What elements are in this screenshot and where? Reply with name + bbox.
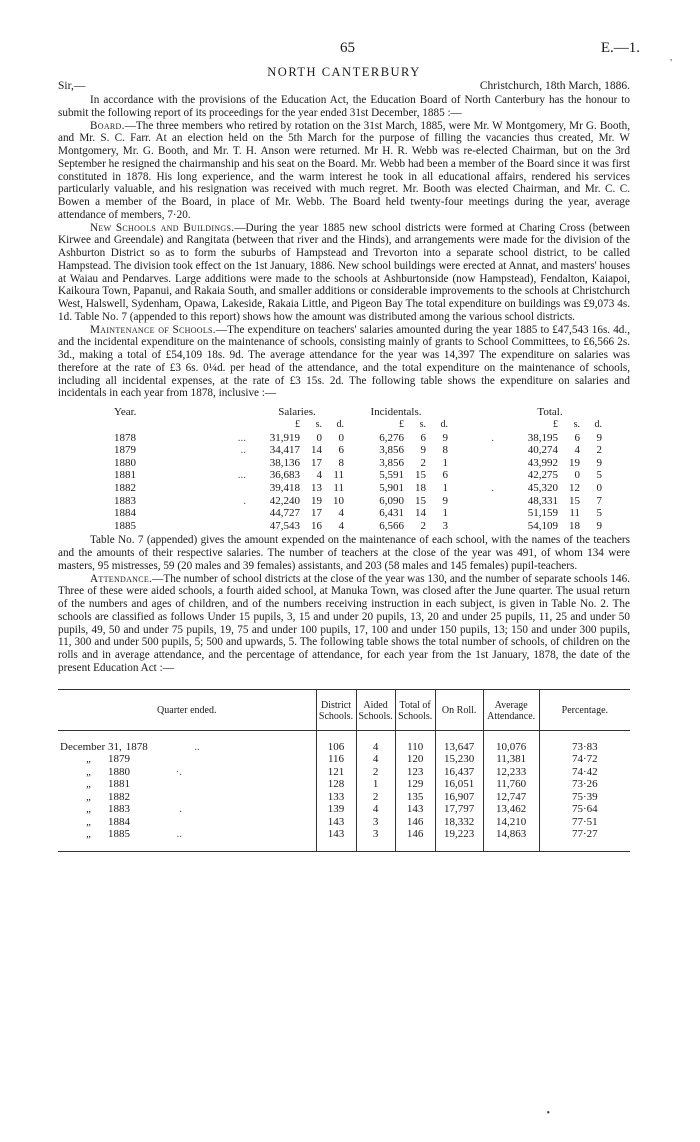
salaries-shillings: 17 (311, 507, 322, 520)
year: 1882 (114, 481, 136, 494)
district-schools: 143 (316, 816, 356, 829)
salaries-shillings: 4 (316, 469, 322, 482)
total-pence: 5 (596, 507, 602, 520)
year: 1881 (114, 469, 136, 482)
attendance-paragraph (58, 573, 630, 675)
total-pounds: 43,992 (527, 456, 558, 469)
unit-shillings: s. (573, 419, 580, 430)
incidentals-pounds: 3,856 (379, 456, 404, 469)
col-district-schools: District Schools. (316, 689, 356, 730)
total-pounds: 42,275 (527, 469, 558, 482)
quarter-label: „ (85, 753, 93, 766)
quarter-year: 1881 (108, 778, 130, 791)
aided-schools: 3 (356, 816, 395, 829)
salaries-pence: 8 (338, 456, 344, 469)
aided-schools: 4 (356, 803, 395, 816)
total-pence: 9 (596, 431, 602, 444)
incidentals-pence: 6 (442, 469, 448, 482)
incidentals-pounds: 6,276 (379, 431, 404, 444)
on-roll: 18,332 (435, 816, 483, 829)
percentage: 74·42 (539, 766, 630, 779)
percentage: 75·64 (539, 803, 630, 816)
incidentals-pounds: 5,901 (379, 481, 404, 494)
unit-pounds: £ (295, 419, 300, 430)
total-pounds: 45,320 (527, 481, 558, 494)
table7-paragraph: Table No. 7 (appended) gives the amount expended on the maintenance of each school, with the names of the teachers and the amounts of their respective salaries. The number of teachers at the close of the year was 491, of whom 134 were masters, 95 mistresses, 59 (20 males and 39 females) assistants, and 203 (58 males and 145 females) pupil-teachers. (58, 534, 630, 572)
average-attendance: 11,381 (483, 753, 539, 766)
col-percentage: Percentage. (539, 689, 630, 730)
leader-dots: .. (240, 444, 246, 457)
total-schools: 129 (395, 778, 435, 791)
percentage: 77·27 (539, 828, 630, 851)
total-shillings: 0 (574, 469, 580, 482)
incidentals-pence: 1 (442, 481, 448, 494)
total-shillings: 11 (569, 507, 580, 520)
salaries-pounds: 36,683 (269, 469, 300, 482)
aided-schools: 3 (356, 828, 395, 851)
attendance-heading: Attendance. (90, 572, 153, 585)
year: 1885 (114, 519, 136, 532)
average-attendance: 11,760 (483, 778, 539, 791)
document-reference: E.—1. (600, 40, 640, 56)
average-attendance: 12,233 (483, 766, 539, 779)
aided-schools: 4 (356, 741, 395, 754)
quarter-cell (58, 803, 316, 816)
board-heading: Board. (90, 119, 125, 132)
salaries-pounds: 39,418 (269, 481, 300, 494)
salaries-pounds: 31,919 (269, 431, 300, 444)
incidentals-pounds: 6,090 (379, 494, 404, 507)
on-roll: 19,223 (435, 828, 483, 851)
incidentals-shillings: 2 (420, 456, 426, 469)
quarter-year: 1879 (108, 753, 130, 766)
schools-text: —During the year 1885 new school districts were formed at Charing Cross (between Kirwee and Greendale) and Rangitata (between that river and the Hinds), and arrangements were made for the division of the Ashburton District so as to form the suburbs of Hampstead and Trevorton into a separate school district, to be called Hampstead. The division took effect on the 1st January, 1886. New school buildings were erected at Annat, and masters' houses at Waiau and Pendarves. Large additions were made to the schools at Ashburtonside (now Hampstead), Fendalton, Kaiapoi, Kaikoura Town, Papanui, and Rakaia South, and smaller additions or considerable improvements to the schools at Christchurch West, Halswell, Sydenham, Opawa, Lakeside, Rakaia Little, and Pigeon Bay The total expenditure on buildings was £9,073 4s. 1d. Table No. 7 (appended to this report) shows how the amount was distributed among the various school districts. (58, 221, 630, 323)
total-shillings: 18 (569, 519, 580, 532)
table-row (58, 444, 630, 457)
incidentals-pounds: 3,856 (379, 444, 404, 457)
quarter-cell (58, 791, 316, 804)
table-row (58, 753, 630, 766)
leader-dots: ... (237, 469, 246, 482)
table-row (58, 495, 630, 508)
quarter-year: 1878 (125, 740, 148, 753)
percentage: 77·51 (539, 816, 630, 829)
incidentals-pence: 3 (442, 519, 448, 532)
quarter-label: „ (85, 828, 93, 841)
total-pence: 5 (596, 469, 602, 482)
table-row (58, 778, 630, 791)
total-schools: 123 (395, 766, 435, 779)
col-total-schools: Total of Schools. (395, 689, 435, 730)
separator-dot (448, 520, 498, 533)
quarter-label: „ (85, 815, 93, 828)
total-shillings: 19 (569, 456, 580, 469)
unit-pence: d. (440, 419, 448, 430)
incidentals-pounds: 6,431 (379, 507, 404, 520)
district-schools: 139 (316, 803, 356, 816)
salutation: Sir,— (58, 80, 86, 92)
leader-dots: .. (194, 740, 200, 753)
col-on-roll: On Roll. (435, 689, 483, 730)
percentage: 75·39 (539, 791, 630, 804)
salaries-pounds: 44,727 (269, 507, 300, 520)
table-row (58, 816, 630, 829)
separator-dot (448, 469, 498, 482)
quarter-label: December 31, (60, 740, 122, 753)
quarter-cell (58, 741, 316, 754)
incidentals-pence: 8 (442, 444, 448, 457)
table-spacer (58, 730, 630, 741)
on-roll: 17,797 (435, 803, 483, 816)
quarter-cell (58, 816, 316, 829)
total-pence: 9 (596, 456, 602, 469)
salaries-shillings: 0 (316, 431, 322, 444)
incidentals-shillings: 15 (415, 494, 426, 507)
table-row (58, 766, 630, 779)
leader-dots: . (243, 494, 246, 507)
unit-pence: d. (594, 419, 602, 430)
unit-pounds: £ (399, 419, 404, 430)
separator-dot (448, 495, 498, 508)
table-row (58, 520, 630, 533)
document-page (58, 40, 640, 852)
total-schools: 146 (395, 828, 435, 851)
salaries-pence: 11 (333, 481, 344, 494)
salaries-shillings: 14 (311, 444, 322, 457)
expenditure-header-row (58, 405, 630, 419)
salaries-shillings: 17 (311, 456, 322, 469)
on-roll: 15,230 (435, 753, 483, 766)
salaries-pence: 10 (333, 494, 344, 507)
separator-dot (448, 507, 498, 520)
maintenance-text: —The expenditure on teachers' salaries amounted during the year 1885 to £47,543 16s. 4d., and the incidental expenditure on the maintenance of schools, consisting mainly of grants to School Committees, to £6,566 2s. 3d., making a total of £54,109 18s. 9d. The average attendance for the year was 14,397 The expenditure on salaries was therefore at the rate of £3 6s. 0¼d. per head of the attendance, and the total expenditure on the maintenance of schools, including all incidental expenses, at the rate of £3 15s. 2d. The following table shows the expenditure on salaries and incidentals in each year from 1878, inclusive :— (58, 323, 630, 400)
table-row (58, 803, 630, 816)
incidentals-pence: 9 (442, 494, 448, 507)
leader-dots: .. (176, 828, 182, 841)
percentage: 73·26 (539, 778, 630, 791)
salutation-line (58, 80, 630, 94)
col-salaries: Salaries. (278, 405, 316, 418)
total-pounds: 51,159 (527, 507, 558, 520)
schools-paragraph (58, 222, 630, 324)
quarter-cell (58, 778, 316, 791)
salaries-pence: 11 (333, 469, 344, 482)
incidentals-shillings: 6 (420, 431, 426, 444)
quarter-year: 1883 (108, 803, 130, 816)
quarter-label: „ (85, 778, 93, 791)
quarter-year: 1882 (108, 790, 130, 803)
leader-dots (200, 520, 250, 533)
leader-dots (200, 457, 250, 470)
table-row (58, 482, 630, 495)
aided-schools: 2 (356, 766, 395, 779)
total-schools: 143 (395, 803, 435, 816)
table-row (58, 741, 630, 754)
district-schools: 133 (316, 791, 356, 804)
intro-paragraph: In accordance with the provisions of the Education Act, the Education Board of North Canterbury has the honour to submit the following report of its proceedings for the year ended 31st December, 1885 :— (58, 94, 630, 119)
unit-shillings: s. (419, 419, 426, 430)
separator-dot: . (491, 431, 494, 444)
table-row (58, 469, 630, 482)
total-pence: 0 (596, 481, 602, 494)
table-row (58, 457, 630, 470)
quarter-cell (58, 753, 316, 766)
on-roll: 16,907 (435, 791, 483, 804)
aided-schools: 2 (356, 791, 395, 804)
place-date: Christchurch, 18th March, 1886. (479, 80, 630, 92)
quarter-year: 1880 (108, 765, 130, 778)
page-number: 65 (340, 40, 355, 56)
attendance-table (58, 689, 630, 852)
total-schools: 146 (395, 816, 435, 829)
district-schools: 143 (316, 828, 356, 851)
total-shillings: 4 (574, 444, 580, 457)
year: 1880 (114, 456, 136, 469)
quarter-cell (58, 828, 316, 851)
total-pounds: 54,109 (527, 519, 558, 532)
separator-dot (448, 444, 498, 457)
table-row (58, 507, 630, 520)
quarter-label: „ (85, 790, 93, 803)
district-schools: 116 (316, 753, 356, 766)
col-year: Year. (114, 405, 137, 418)
col-average-attendance: Average Attendance. (483, 689, 539, 730)
total-schools: 110 (395, 741, 435, 754)
running-header (58, 40, 640, 62)
on-roll: 13,647 (435, 741, 483, 754)
year: 1878 (114, 431, 136, 444)
total-pence: 7 (596, 494, 602, 507)
leader-dots: . (179, 803, 182, 816)
incidentals-pounds: 6,566 (379, 519, 404, 532)
year: 1883 (114, 494, 136, 507)
incidentals-pence: 1 (442, 456, 448, 469)
total-schools: 120 (395, 753, 435, 766)
quarter-year: 1884 (108, 815, 130, 828)
average-attendance: 12,747 (483, 791, 539, 804)
expenditure-units-row (58, 419, 630, 432)
total-pence: 9 (596, 519, 602, 532)
col-total: Total. (537, 405, 563, 418)
separator-dot (448, 457, 498, 470)
leader-dots: ·. (175, 765, 182, 778)
salaries-pence: 4 (338, 519, 344, 532)
table-row (58, 432, 630, 445)
district-schools: 121 (316, 766, 356, 779)
percentage: 73·83 (539, 741, 630, 754)
incidentals-pence: 1 (442, 507, 448, 520)
maintenance-paragraph (58, 324, 630, 401)
leader-dots: ... (237, 431, 246, 444)
total-pence: 2 (596, 444, 602, 457)
unit-shillings: s. (315, 419, 322, 430)
incidentals-pounds: 5,591 (379, 469, 404, 482)
report-title: NORTH CANTERBURY (267, 65, 421, 79)
average-attendance: 14,863 (483, 828, 539, 851)
total-schools: 135 (395, 791, 435, 804)
leader-dots (200, 482, 250, 495)
salaries-pounds: 47,543 (269, 519, 300, 532)
salaries-pence: 0 (338, 431, 344, 444)
incidentals-pence: 9 (442, 431, 448, 444)
aided-schools: 4 (356, 753, 395, 766)
attendance-text: —The number of school districts at the close of the year was 130, and the number of separate schools 146. Three of these were aided schools, a fourth aided school, at Manuka Town, was closed after the June quarter. The usual return of the numbers and ages of children, and of the numbers receiving instruction in each subject, is given in Table No. 2. The schools are classified as follows Under 15 pupils, 3, 15 and under 20 pupils, 13, 20 and under 25 pupils, 11, 25 and under 50 pupils, 49, 50 and under 75 pupils, 19, 75 and under 100 pupils, 17, 100 and under 150 pupils, 13; 150 and under 300 pupils, 11, 300 and under 500 pupils, 5; 500 and upwards, 5. The following table shows the total number of schools, of children on the rolls and in average attendance, and the percentage of attendance, for each year from the 1st January, 1878, the date of the present Education Act :— (58, 572, 630, 674)
board-text: —The three members who retired by rotation on the 31st March, 1885, were Mr. W Montgomery, Mr G. Booth, and Mr. S. C. Farr. At an election held on the 5th March for the purpose of filling the vacancies thus created, Mr. W Montgomery, Mr. G. Booth, and Mr. T. H. Anson were returned. Mr H. R. Webb was re-elected Chairman, but on the 3rd September he resigned the chairmanship and his seat on the Board. Mr. Webb had been a member of the Board since it was first constituted in 1878. His long experience, and the warm interest he took in all educational affairs, rendered his services particularly valuable, and his resignation was received with much regret. Mr. Booth was elected Chairman, and Mr. C. C. Bowen a member of the Board, in place of Mr. Webb. The Board held twenty-four meetings during the year, average attendance of members, 7·20. (58, 119, 630, 221)
col-quarter: Quarter ended. (58, 689, 316, 730)
incidentals-shillings: 2 (420, 519, 426, 532)
percentage: 74·72 (539, 753, 630, 766)
col-aided-schools: Aided Schools. (356, 689, 395, 730)
total-pounds: 38,195 (527, 431, 558, 444)
incidentals-shillings: 9 (420, 444, 426, 457)
district-schools: 106 (316, 741, 356, 754)
col-incidentals: Incidentals. (370, 405, 422, 418)
total-shillings: 12 (569, 481, 580, 494)
total-pounds: 40,274 (527, 444, 558, 457)
quarter-cell (58, 766, 316, 779)
on-roll: 16,437 (435, 766, 483, 779)
incidentals-shillings: 18 (415, 481, 426, 494)
table-row (58, 791, 630, 804)
total-pounds: 48,331 (527, 494, 558, 507)
stray-mark-bottom: • (546, 1108, 550, 1119)
salaries-shillings: 13 (311, 481, 322, 494)
total-shillings: 6 (574, 431, 580, 444)
salaries-shillings: 16 (311, 519, 322, 532)
average-attendance: 10,076 (483, 741, 539, 754)
schools-heading: New Schools and Buildings. (90, 221, 235, 234)
unit-pounds: £ (553, 419, 558, 430)
unit-pence: d. (336, 419, 344, 430)
quarter-label: „ (85, 803, 93, 816)
leader-dots (200, 507, 250, 520)
incidentals-shillings: 14 (415, 507, 426, 520)
attendance-header-row (58, 689, 630, 730)
year: 1884 (114, 507, 136, 520)
salaries-shillings: 19 (311, 494, 322, 507)
total-shillings: 15 (569, 494, 580, 507)
expenditure-table (58, 405, 630, 532)
aided-schools: 1 (356, 778, 395, 791)
board-paragraph (58, 120, 630, 222)
average-attendance: 13,462 (483, 803, 539, 816)
salaries-pence: 4 (338, 507, 344, 520)
district-schools: 128 (316, 778, 356, 791)
separator-dot: . (491, 481, 494, 494)
year: 1879 (114, 444, 136, 457)
stray-mark-top: ' (670, 58, 672, 69)
maintenance-heading: Maintenance of Schools. (90, 323, 216, 336)
average-attendance: 14,210 (483, 816, 539, 829)
incidentals-shillings: 15 (415, 469, 426, 482)
quarter-year: 1885 (108, 828, 130, 841)
salaries-pounds: 38,136 (269, 456, 300, 469)
salaries-pence: 6 (338, 444, 344, 457)
quarter-label: „ (85, 765, 93, 778)
on-roll: 16,051 (435, 778, 483, 791)
table-row (58, 828, 630, 851)
salaries-pounds: 42,240 (269, 494, 300, 507)
salaries-pounds: 34,417 (269, 444, 300, 457)
